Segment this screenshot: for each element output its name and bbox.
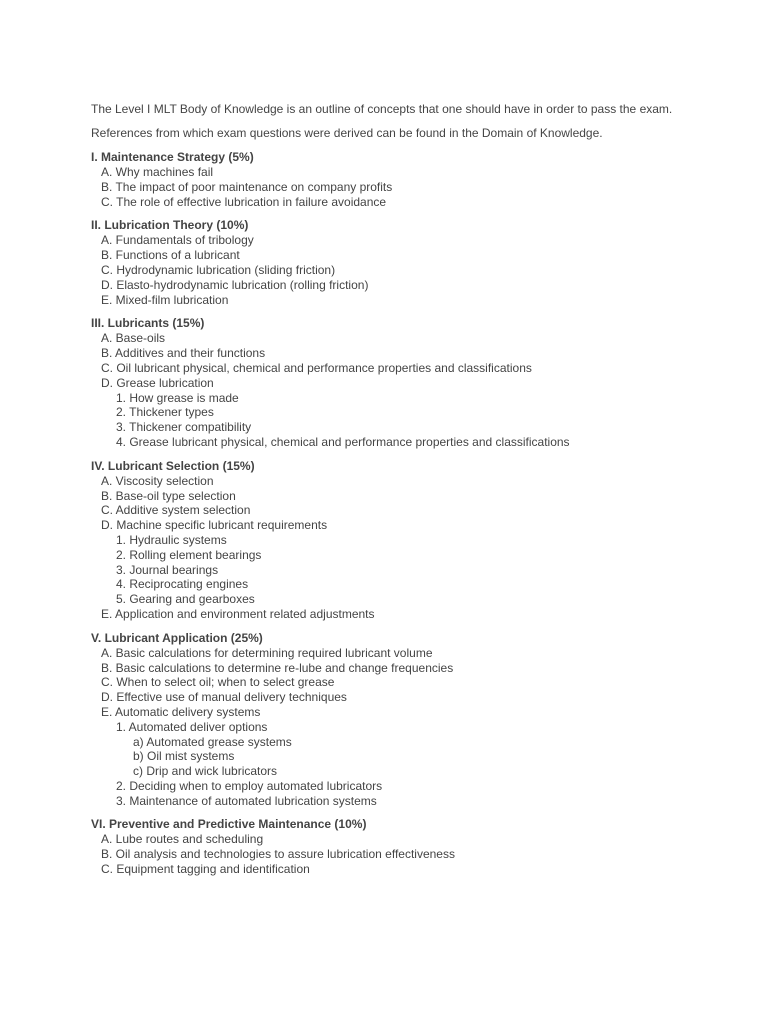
section-heading: VI. Preventive and Predictive Maintenance (10%) (91, 817, 367, 832)
outline-item: A. Fundamentals of tribology (101, 233, 254, 248)
outline-item: D. Grease lubrication (101, 375, 214, 390)
outline-item: 1. Automated deliver options (116, 719, 268, 734)
outline-item: E. Automatic delivery systems (101, 704, 261, 719)
outline-section (91, 316, 691, 449)
document-body (91, 102, 691, 886)
outline-section (91, 631, 691, 809)
outline-item: 1. Hydraulic systems (116, 532, 227, 547)
outline-item: C. The role of effective lubrication in failure avoidance (101, 194, 387, 209)
outline-section (91, 218, 691, 307)
outline-item: C. When to select oil; when to select grease (101, 675, 335, 690)
outline-item: A. Basic calculations for determining required lubricant volume (101, 645, 433, 660)
outline-item: B. Oil analysis and technologies to assure lubrication effectiveness (101, 847, 455, 862)
outline-item: 1. How grease is made (116, 390, 239, 405)
outline-item: A. Viscosity selection (101, 473, 214, 488)
outline-item: c) Drip and wick lubricators (133, 764, 278, 779)
outline-item: 5. Gearing and gearboxes (116, 592, 255, 607)
outline-item: 3. Thickener compatibility (116, 420, 252, 435)
outline-item: D. Effective use of manual delivery techniques (101, 690, 347, 705)
intro-paragraph: The Level I MLT Body of Knowledge is an outline of concepts that one should have in order to pass the exam. (91, 102, 673, 116)
outline-item: 4. Reciprocating engines (116, 577, 249, 592)
outline-item: D. Elasto-hydrodynamic lubrication (rolling friction) (101, 277, 369, 292)
section-heading: I. Maintenance Strategy (5%) (91, 150, 254, 164)
outline-item: B. Additives and their functions (101, 346, 266, 361)
section-heading: V. Lubricant Application (25%) (91, 630, 263, 645)
outline-item: C. Equipment tagging and identification (101, 862, 310, 877)
outline-item: 2. Thickener types (116, 405, 214, 420)
outline-item: C. Additive system selection (101, 503, 251, 518)
outline-item: D. Machine specific lubricant requirements (101, 518, 328, 533)
outline-item: a) Automated grease systems (133, 734, 292, 749)
outline-item: B. Base-oil type selection (101, 488, 236, 503)
outline-item: A. Lube routes and scheduling (101, 832, 264, 847)
section-heading: III. Lubricants (15%) (91, 316, 205, 331)
outline-item: 2. Rolling element bearings (116, 547, 262, 562)
outline-item: C. Hydrodynamic lubrication (sliding friction) (101, 262, 336, 277)
outline-item: 3. Maintenance of automated lubrication systems (116, 793, 377, 808)
references-paragraph: References from which exam questions were derived can be found in the Domain of Knowledge. (91, 126, 603, 140)
section-heading: IV. Lubricant Selection (15%) (91, 458, 255, 473)
outline-section (91, 150, 691, 209)
outline-item: B. Functions of a lubricant (101, 248, 240, 263)
outline-item: b) Oil mist systems (133, 749, 235, 764)
outline-item: A. Why machines fail (101, 165, 214, 179)
outline-item: 4. Grease lubricant physical, chemical and performance properties and classifications (116, 434, 570, 449)
outline-item: E. Application and environment related adjustments (101, 606, 375, 621)
outline-section (91, 817, 691, 876)
outline-item: C. Oil lubricant physical, chemical and performance properties and classifications (101, 360, 532, 375)
outline-item: 3. Journal bearings (116, 562, 219, 577)
outline-item: B. Basic calculations to determine re-lube and change frequencies (101, 660, 454, 675)
outline-item: E. Mixed-film lubrication (101, 292, 229, 307)
outline-item: A. Base-oils (101, 331, 166, 346)
outline-item: B. The impact of poor maintenance on company profits (101, 179, 393, 194)
outline-section (91, 459, 691, 622)
outline-item: 2. Deciding when to employ automated lubricators (116, 778, 383, 793)
outline-sections (91, 150, 691, 877)
section-heading: II. Lubrication Theory (10%) (91, 218, 249, 233)
